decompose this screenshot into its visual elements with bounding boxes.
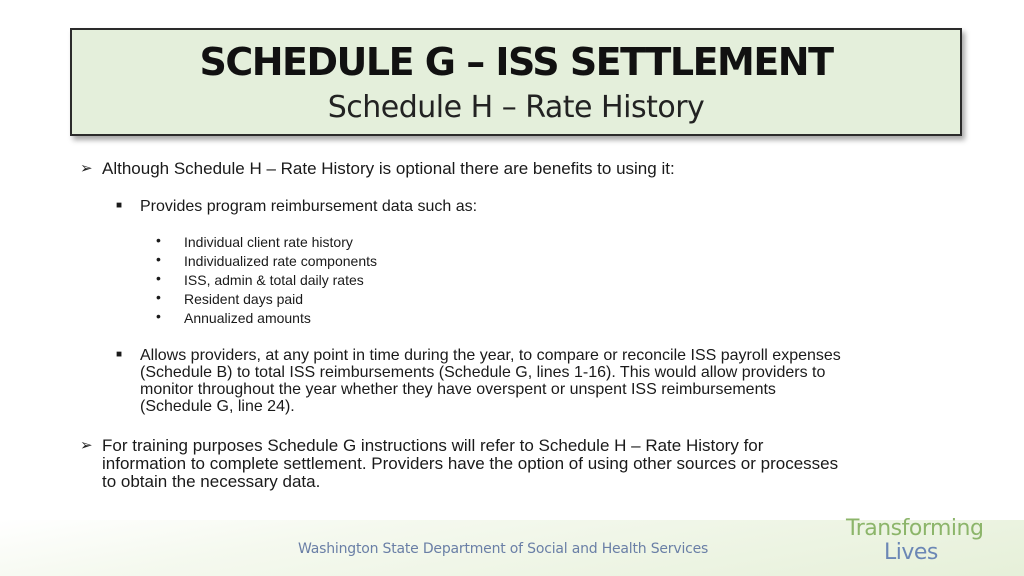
- point2-line: to obtain the necessary data.: [102, 472, 321, 491]
- dot-bullet-icon: •: [156, 308, 161, 324]
- footer-department: Washington State Department of Social and Health Services: [298, 541, 709, 557]
- sub2-line: (Schedule G, line 24).: [140, 398, 295, 415]
- list-item: Annualized amounts: [184, 310, 311, 326]
- logo-lives: Lives: [884, 540, 938, 565]
- square-bullet-icon: ■: [116, 349, 123, 360]
- title-box: [70, 28, 962, 136]
- point1-text: Although Schedule H – Rate History is optional there are benefits to using it:: [102, 159, 675, 178]
- point2-line: information to complete settlement. Providers have the option of using other sources or processes: [102, 454, 839, 473]
- sub2-line: monitor throughout the year whether they have overspent or unspent ISS reimbursements: [140, 381, 776, 398]
- arrowhead-bullet-icon: ➢: [80, 437, 93, 454]
- sub1-text: Provides program reimbursement data such as:: [140, 198, 478, 215]
- logo-transforming: Transforming: [846, 516, 984, 541]
- list-item: Resident days paid: [184, 291, 304, 307]
- list-item: Individualized rate components: [184, 253, 378, 269]
- slide-title: SCHEDULE G – ISS SETTLEMENT: [199, 40, 833, 84]
- dot-bullet-icon: •: [156, 251, 161, 267]
- slide-subtitle: Schedule H – Rate History: [327, 90, 705, 125]
- sub2-line: (Schedule B) to total ISS reimbursements (Schedule G, lines 1-16). This would allow providers to: [140, 364, 826, 381]
- point2-line: For training purposes Schedule G instructions will refer to Schedule H – Rate History for: [102, 436, 764, 455]
- arrowhead-bullet-icon: ➢: [80, 160, 93, 177]
- dot-bullet-icon: •: [156, 289, 161, 305]
- dot-bullet-icon: •: [156, 270, 161, 286]
- sub2-line: Allows providers, at any point in time during the year, to compare or reconcile ISS payroll expenses: [140, 347, 841, 364]
- square-bullet-icon: ■: [116, 200, 123, 211]
- list-item: Individual client rate history: [184, 234, 353, 250]
- list-item: ISS, admin & total daily rates: [184, 272, 364, 288]
- dot-bullet-icon: •: [156, 232, 161, 248]
